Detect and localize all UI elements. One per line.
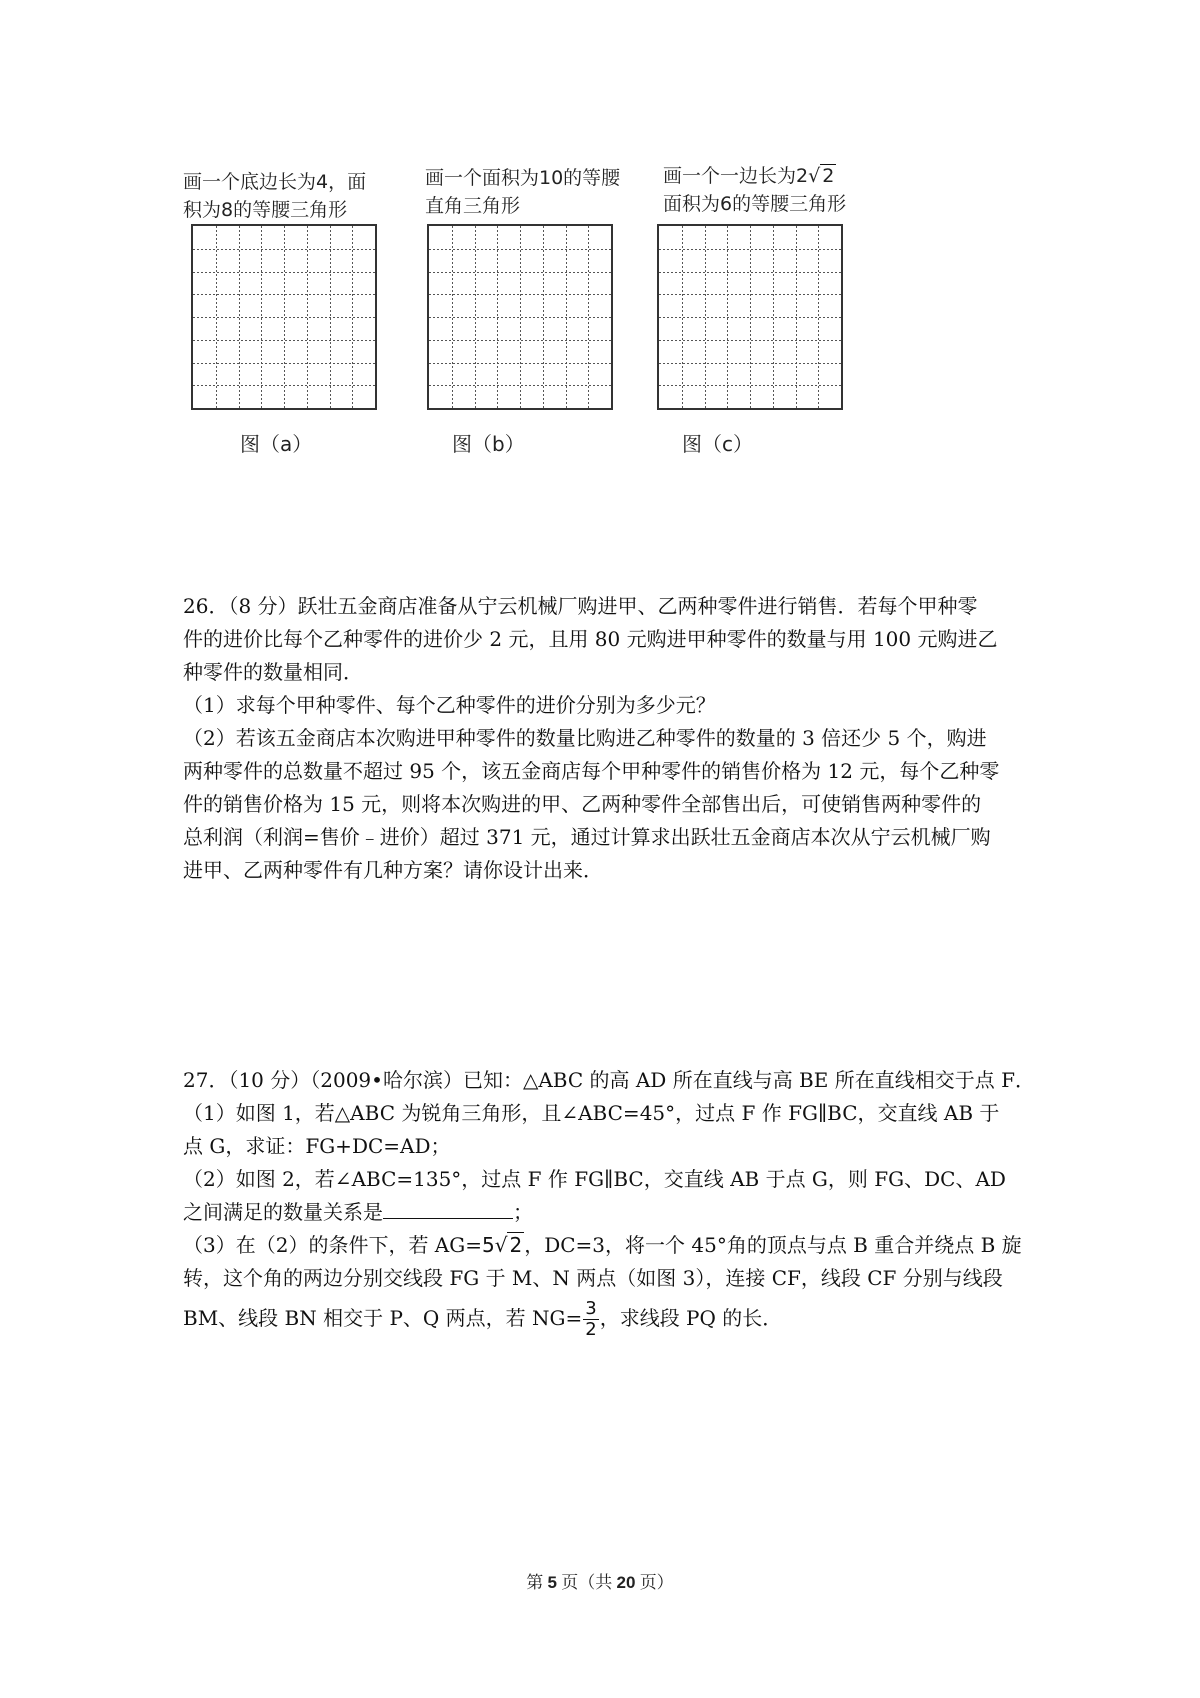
figure-c-caption [663, 162, 846, 218]
figure-a-caption-line1: 画一个底边长为4，面 [183, 171, 367, 193]
answer-blank [383, 1198, 513, 1219]
q26-line: 总利润（利润=售价﹣进价）超过 371 元，通过计算求出跃壮五金商店本次从宁云机械厂购 [183, 825, 991, 849]
q27-line1: 27．（10 分）（2009•哈尔滨）已知：△ABC 的高 AD 所在直线与高 BE 所在直线相交于点 F． [183, 1068, 1035, 1092]
sqrt-expression: 5√ 2 [481, 1233, 523, 1257]
q26-line: 件的销售价格为 15 元，则将本次购进的甲、乙两种零件全部售出后，可使销售两种零件的 [183, 792, 982, 816]
q26-line: 26．（8 分）跃壮五金商店准备从宁云机械厂购进甲、乙两种零件进行销售．若每个甲种零 [183, 594, 978, 618]
figure-b-grid [427, 224, 613, 410]
q27-line4: （2）如图 2，若∠ABC=135°，过点 F 作 FG∥BC，交直线 AB 于点 G，则 FG、DC、AD [183, 1167, 1006, 1191]
figure-b-label: 图（b） [452, 432, 525, 456]
q26-line: 种零件的数量相同． [183, 660, 363, 684]
figure-b-caption-line1: 画一个面积为10的等腰 [425, 167, 621, 189]
figure-c-label: 图（c） [682, 432, 753, 456]
q26-line: 进甲、乙两种零件有几种方案？请你设计出来． [183, 858, 603, 882]
page-number: 5 [547, 1573, 558, 1592]
figure-c-caption-line2: 面积为6的等腰三角形 [663, 193, 847, 215]
q26-line: （1）求每个甲种零件、每个乙种零件的进价分别为多少元？ [183, 693, 716, 717]
q26-line: （2）若该五金商店本次购进甲种零件的数量比购进乙种零件的数量的 3 倍还少 5 个，购进 [183, 726, 987, 750]
q27-line6: （3）在（2）的条件下，若 AG=5√ 2 ，DC=3，将一个 45°角的顶点与点 B 重合并绕点 B 旋 [183, 1229, 1043, 1262]
q27-line5: 之间满足的数量关系是 ； [183, 1200, 533, 1224]
figure-c-caption-line1: 画一个一边长为2√ 2 [663, 162, 846, 190]
q26-line: 件的进价比每个乙种零件的进价少 2 元，且用 80 元购进甲种零件的数量与用 100 元购进乙 [183, 627, 998, 651]
fraction: $\frac{3}{2}$ [585, 1298, 597, 1340]
q27-line7: 转，这个角的两边分别交线段 FG 于 M、N 两点（如图 3），连接 CF，线段 CF 分别与线段 [183, 1266, 1003, 1290]
figure-b-caption-line2: 直角三角形 [425, 195, 521, 217]
figure-a-caption [183, 168, 366, 224]
q27-line3: 点 G，求证：FG+DC=AD； [183, 1134, 451, 1158]
question-27 [183, 1064, 1043, 1341]
q27-line8: BM、线段 BN 相交于 P、Q 两点，若 NG= $\frac{3}{2}$ ，求线段 PQ 的长． [183, 1298, 783, 1340]
page-footer: 第 5 页（共 20 页） [526, 1573, 674, 1592]
figure-a-grid [191, 224, 377, 410]
question-26 [183, 590, 1043, 887]
q27-line2: （1）如图 1，若△ABC 为锐角三角形，且∠ABC=45°，过点 F 作 FG∥BC，交直线 AB 于 [183, 1101, 1000, 1125]
q26-line: 两种零件的总数量不超过 95 个，该五金商店每个甲种零件的销售价格为 12 元，每个乙种零 [183, 759, 1000, 783]
figure-a-label: 图（a） [240, 432, 313, 456]
figure-a-caption-line2: 积为8的等腰三角形 [183, 199, 348, 221]
figure-c-grid [657, 224, 843, 410]
sqrt-symbol: √ 2 [808, 165, 835, 187]
page-total: 20 [616, 1573, 636, 1592]
figure-b-caption [425, 164, 620, 220]
